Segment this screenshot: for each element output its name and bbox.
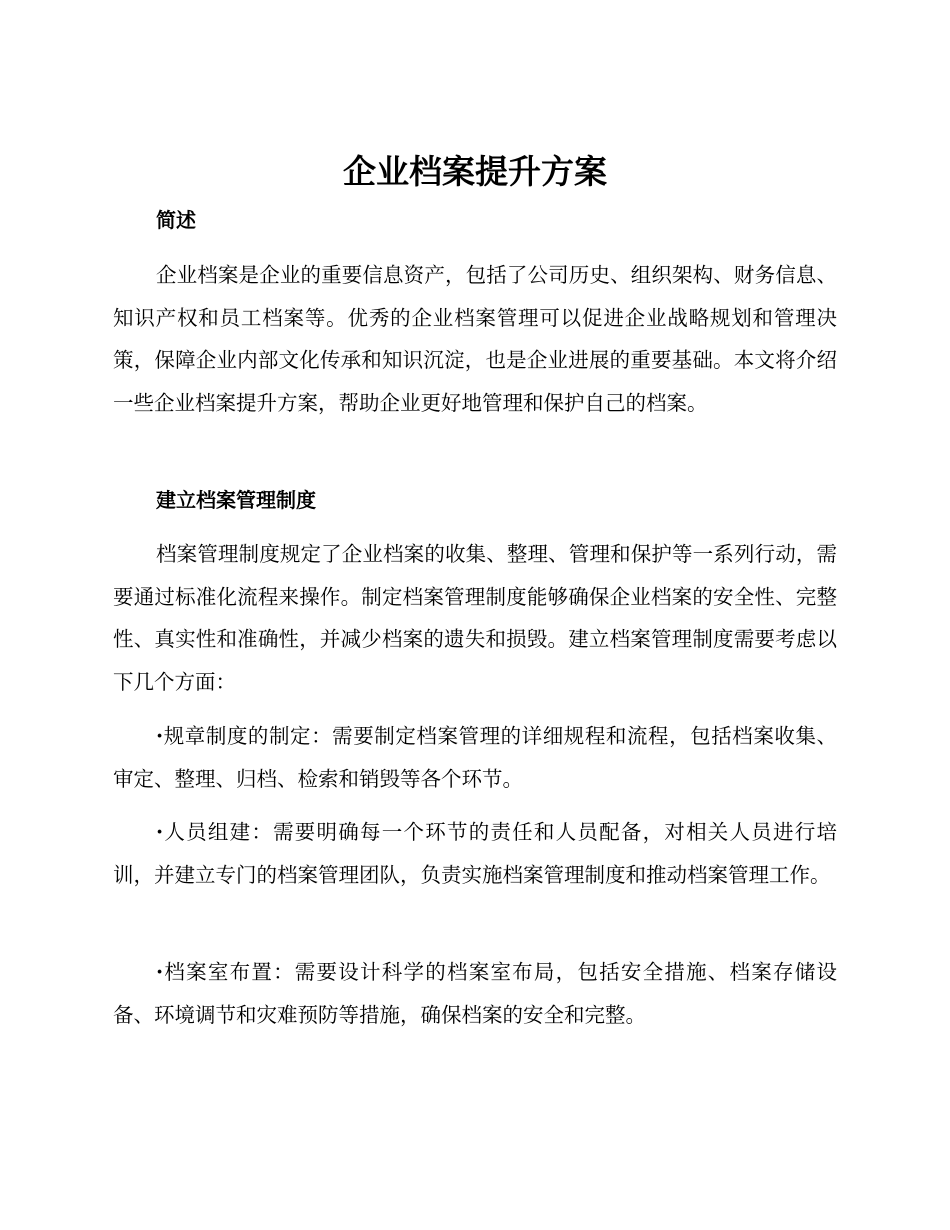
section-heading-archive-system: 建立档案管理制度 [156, 488, 316, 512]
bullet-text: 规章制度的制定：需要制定档案管理的详细规程和流程，包括档案收集、审定、整理、归档、检索和销毁等各个环节。 [113, 724, 837, 791]
bullet-text: 人员组建：需要明确每一个环节的责任和人员配备，对相关人员进行培训，并建立专门的档案管理团队，负责实施档案管理制度和推动档案管理工作。 [113, 820, 837, 887]
bullet-text: 档案室布置：需要设计科学的档案室布局，包括安全措施、档案存储设备、环境调节和灾难预防等措施，确保档案的安全和完整。 [113, 960, 837, 1027]
section-heading-overview: 简述 [156, 208, 196, 232]
bullet-marker: · [156, 724, 164, 748]
bullet-item-staffing [113, 811, 837, 896]
bullet-item-regulations [113, 715, 837, 800]
bullet-item-archive-room [113, 951, 837, 1036]
archive-system-paragraph: 档案管理制度规定了企业档案的收集、整理、管理和保护等一系列行动，需要通过标准化流程来操作。制定档案管理制度能够确保企业档案的安全性、完整性、真实性和准确性，并减少档案的遗失和损毁。建立档案管理制度需要考虑以下几个方面： [113, 542, 837, 694]
bullet-marker: · [156, 960, 164, 984]
bullet-marker: · [156, 820, 164, 844]
document-title: 企业档案提升方案 [343, 152, 607, 191]
overview-paragraph: 企业档案是企业的重要信息资产，包括了公司历史、组织架构、财务信息、知识产权和员工档案等。优秀的企业档案管理可以促进企业战略规划和管理决策，保障企业内部文化传承和知识沉淀，也是企业进展的重要基础。本文将介绍一些企业档案提升方案，帮助企业更好地管理和保护自己的档案。 [113, 263, 837, 415]
